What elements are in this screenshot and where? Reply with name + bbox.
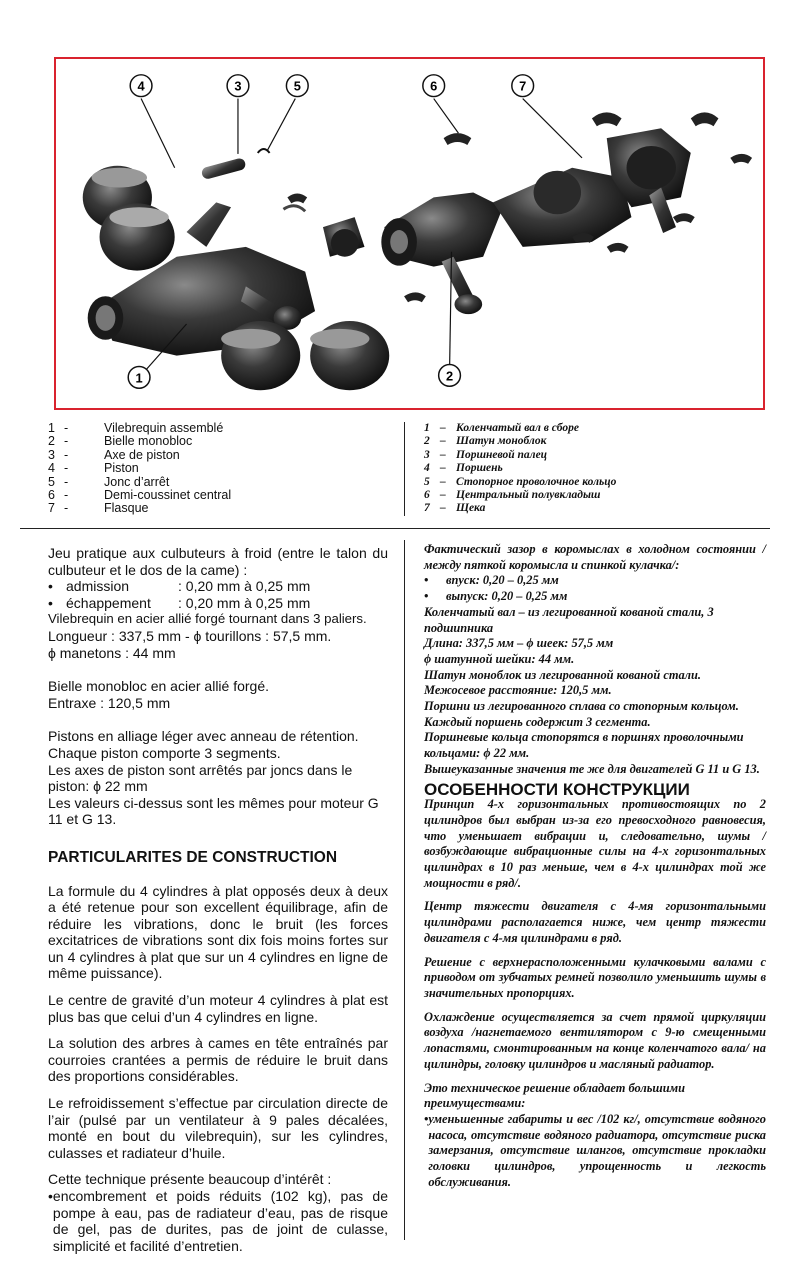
paragraph: Центр тяжести двигателя с 4-мя горизонтальными цилиндрами располагается ниже, чем центр тяжести двигателя с 4-мя цилиндрами в ряд. — [424, 899, 766, 945]
paragraph: Коленчатый вал – из легированной кованой стали, 3 подшипника — [424, 604, 714, 635]
legend-item: 2 - Bielle monobloc — [48, 434, 193, 449]
bullet-item: • уменьшенные габариты и вес /102 кг/, отсутствие водяного насоса, отсутствие водяного радиатора, отсутствие риска замерзания, отсутствие шлангов, отсутствие прокладки головки цилиндров, упрощенность и легкость обслуживания. — [424, 1111, 766, 1189]
callout-6 — [423, 75, 445, 97]
paragraph: Поршневые кольца стопорятся в поршнях проволочными кольцами: ϕ 22 мм. — [424, 730, 744, 761]
svg-text:7: 7 — [519, 78, 527, 94]
column-divider — [404, 540, 405, 1240]
svg-text:5: 5 — [293, 78, 301, 94]
legend-french — [48, 422, 388, 516]
callout-7 — [512, 75, 534, 97]
paragraph: Le centre de gravité d’un moteur 4 cylindres à plat est plus bas que celui d’un 4 cylindres en ligne. — [48, 992, 388, 1025]
paragraph: Длина: 337,5 мм – ϕ шеек: 57,5 мм — [424, 636, 614, 651]
bullet-item: • échappement : 0,20 mm à 0,25 mm — [48, 594, 311, 611]
legend-divider — [404, 422, 405, 516]
paragraph: Охлаждение осуществляется за счет прямой циркуляции воздуха /нагнетаемого вентилятором с 9-ю смещенными лопастями, смонтированным на конце коленчатого вала/ на цилиндры, головку цилиндров и масляный радиатор. — [424, 1009, 766, 1071]
svg-text:6: 6 — [430, 78, 438, 94]
paragraph: Решение с верхнерасположенными кулачковыми валами с приводом от зубчатых ремней позволило уменьшить шумы в значительных пропорциях. — [424, 954, 766, 1000]
paragraph: Межосевое расстояние: 120,5 мм. — [424, 683, 612, 698]
section-heading: ОСОБЕННОСТИ КОНСТРУКЦИИ — [424, 779, 690, 799]
paragraph: ϕ шатунной шейки: 44 мм. — [424, 651, 575, 666]
paragraph: Фактический зазор в коромыслах в холодном состоянии /между пяткой коромысла и спинкой кулачка/: — [424, 542, 766, 572]
svg-text:3: 3 — [234, 78, 242, 94]
legend-item: 1 – Коленчатый вал в сборе — [424, 422, 579, 434]
section-heading: PARTICULARITES DE CONSTRUCTION — [48, 848, 338, 866]
legend-russian — [424, 422, 764, 516]
paragraph: Le refroidissement s’effectue par circulation directe de l’air (pulsé par un ventilateur à 9 pales décalées, monté en bout du vilebrequin), sur les cylindres, culasses et radiateur d’huile. — [48, 1095, 388, 1161]
paragraph: Cette technique présente beaucoup d’intérêt : — [48, 1171, 332, 1188]
paragraph: Bielle monobloc en acier allié forgé. — [48, 678, 270, 695]
paragraph: Это техническое решение обладает большими преимуществами: — [424, 1080, 685, 1111]
exploded-view-illustration — [54, 57, 765, 410]
paragraph: Les valeurs ci-dessus sont les mêmes pour moteur G 11 et G 13. — [48, 794, 379, 828]
bullet-item: • admission : 0,20 mm à 0,25 mm — [48, 578, 311, 595]
section-divider — [20, 528, 770, 529]
french-text-column — [48, 545, 388, 1254]
legend-item: 5 - Jonc d’arrêt — [48, 474, 170, 489]
russian-text-column — [424, 542, 766, 1190]
legend-item: 3 - Axe de piston — [48, 447, 180, 462]
callout-4 — [130, 75, 152, 97]
paragraph: Vilebrequin en acier allié forgé tournant dans 3 paliers. — [48, 611, 367, 627]
legend-item: 3 – Поршневой палец — [424, 448, 548, 461]
legend-item: 4 – Поршень — [424, 462, 503, 475]
legend-item: 6 - Demi-coussinet central — [48, 488, 232, 503]
svg-text:4: 4 — [137, 78, 145, 94]
svg-text:1: 1 — [135, 370, 143, 386]
legend-item: 1 - Vilebrequin assemblé — [48, 421, 224, 435]
paragraph: Pistons en alliage léger avec anneau de rétention. — [48, 728, 359, 745]
paragraph: Вышеуказанные значения те же для двигателей G 11 и G 13. — [424, 761, 760, 776]
paragraph: La formule du 4 cylindres à plat opposés deux à deux a été retenue pour son excellent équilibrage, afin de réduire les vibrations, donc le bruit (les forces excitatrices de vibrations sont dix fois moins fortes sur un 4 cylindres à plat que sur un 4 cylindres en ligne de même puissance). — [48, 882, 388, 982]
paragraph: Шатун моноблок из легированной кованой стали. — [424, 667, 702, 682]
legend-item: 7 - Flasque — [48, 501, 149, 516]
paragraph: Принцип 4-х горизонтальных противостоящих по 2 цилиндров был выбран из-за его превосходного равновесия, что уменьшает вибрации и, следовательно, шумы /возбуждающие вибрационные силы на 4-х горизонтальных цилиндрах в 10 раз меньше, чем в 4-х цилиндрах той же мощности в ряд/. — [424, 797, 766, 890]
paragraph: Каждый поршень содержит 3 сегмента. — [424, 714, 651, 729]
connecting-rod-icon — [187, 202, 231, 246]
legend-item: 5 – Стопорное проволочное кольцо — [424, 475, 617, 488]
legend-item: 6 – Центральный полувкладыш — [424, 489, 601, 502]
paragraph: Les axes de piston sont arrêtés par joncs dans le piston: ϕ 22 mm — [48, 761, 353, 795]
crankshaft-assembly-drawing — [56, 59, 763, 408]
legend-item: 7 – Щека — [424, 502, 486, 515]
legend-item: 2 – Шатун моноблок — [424, 435, 547, 448]
paragraph: La solution des arbres à cames en tête entraînés par courroies crantées a permis de réduire le bruit dans des proportions considérables. — [48, 1035, 388, 1085]
crankshaft-left-part — [83, 149, 389, 390]
legend-item: 4 - Piston — [48, 461, 139, 476]
paragraph: Entraxe : 120,5 mm — [48, 694, 171, 711]
callout-5 — [286, 75, 308, 97]
bullet-item: • впуск: 0,20 – 0,25 мм — [424, 573, 559, 588]
callout-2 — [439, 364, 461, 386]
half-bearing-icon — [444, 133, 472, 145]
svg-text:2: 2 — [445, 368, 454, 384]
bullet-item: • encombrement et poids réduits (102 kg), pas de pompe à eau, pas de radiateur d’eau, pas de risque de gel, pas de durites, pas de joint de culasse, simplicité et facilité d’entretien. — [48, 1188, 388, 1254]
paragraph: Поршни из легированного сплава со стопорным кольцом. — [424, 699, 739, 714]
paragraph: Chaque piston comporte 3 segments. — [48, 744, 281, 761]
callout-1 — [128, 366, 150, 388]
bullet-item: • выпуск: 0,20 – 0,25 мм — [424, 589, 568, 604]
piston-pin-icon — [201, 157, 247, 180]
paragraph: Longueur : 337,5 mm - ϕ tourillons : 57,5 mm. — [48, 627, 332, 644]
callout-3 — [227, 75, 249, 97]
paragraph: ϕ manetons : 44 mm — [48, 644, 176, 661]
paragraph: Jeu pratique aux culbuteurs à froid (entre le talon du culbuteur et le dos de la came) : — [48, 545, 388, 578]
